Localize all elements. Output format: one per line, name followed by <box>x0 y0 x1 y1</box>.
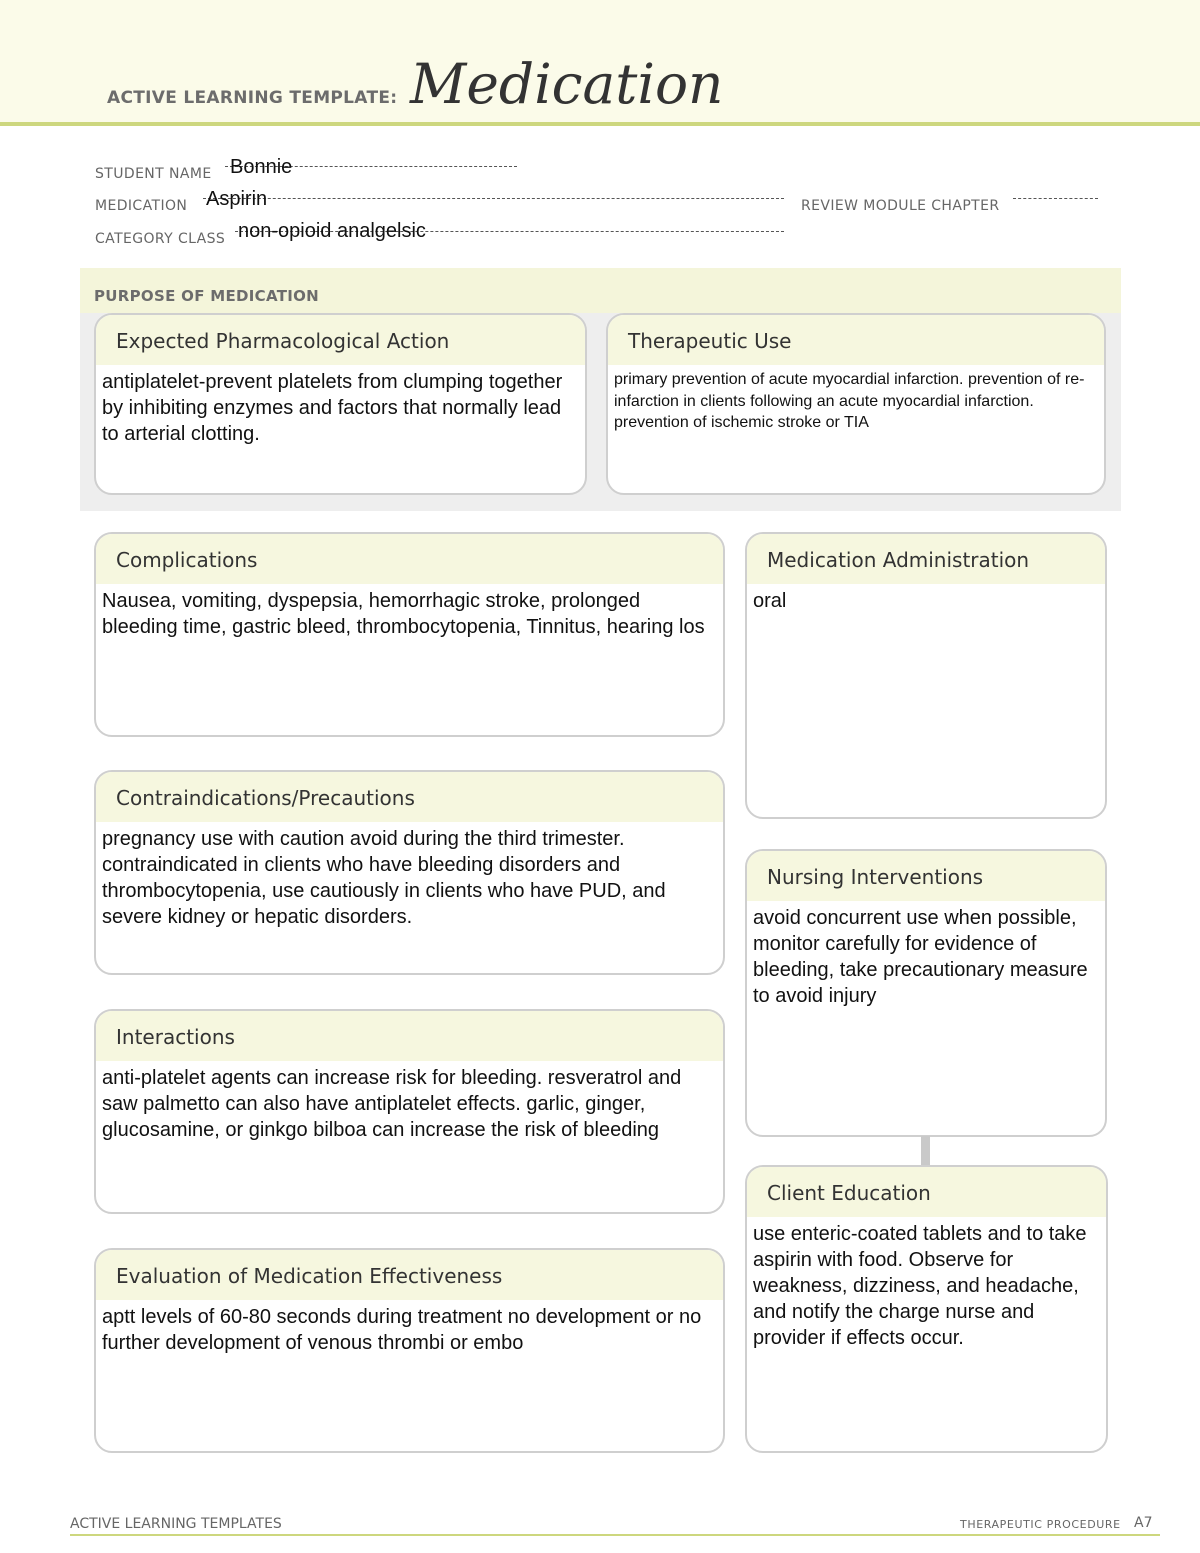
purpose-title: PURPOSE OF MEDICATION <box>94 287 320 305</box>
interactions-text[interactable]: anti-platelet agents can increase risk for bleeding. resveratrol and saw palmetto can also have antiplatelet effects. garlic, ginger, glucosamine, or ginkgo bilboa can increase the risk of bleeding <box>102 1067 682 1141</box>
category-class-label: CATEGORY CLASS <box>95 231 226 247</box>
interactions-heading: Interactions <box>96 1011 723 1061</box>
evaluation-heading: Evaluation of Medication Effectiveness <box>96 1250 723 1300</box>
client-education-heading: Client Education <box>747 1167 1106 1217</box>
student-name-field[interactable]: Bonnie <box>230 156 293 178</box>
therapeutic-use-heading: Therapeutic Use <box>608 315 1104 365</box>
contraindications-text[interactable]: pregnancy use with caution avoid during the third trimester. contraindicated in clients who have bleeding disorders and thrombocytopenia, use cautiously in clients who have PUD, and severe kidney or hepatic disorders. <box>102 828 666 928</box>
review-module-line <box>1013 198 1098 199</box>
student-name-label: STUDENT NAME <box>95 166 212 182</box>
administration-text[interactable]: oral <box>753 590 787 612</box>
medication-label: MEDICATION <box>95 198 188 214</box>
footer-page-number: A7 <box>1134 1515 1153 1531</box>
complications-box <box>94 532 725 737</box>
complications-text[interactable]: Nausea, vomiting, dyspepsia, hemorrhagic stroke, prolonged bleeding time, gastric bleed, thrombocytopenia, Tinnitus, hearing los <box>102 590 705 638</box>
medication-line <box>203 198 784 199</box>
evaluation-text[interactable]: aptt levels of 60-80 seconds during treatment no development or no further development of venous thrombi or embo <box>102 1306 702 1354</box>
nursing-interventions-heading: Nursing Interventions <box>747 851 1105 901</box>
medication-field[interactable]: Aspirin <box>206 188 268 210</box>
header-rule <box>0 122 1200 126</box>
therapeutic-use-box <box>606 313 1106 495</box>
page-title: Medication <box>410 52 724 116</box>
interactions-box <box>94 1009 725 1214</box>
therapeutic-use-text[interactable]: primary prevention of acute myocardial infarction. prevention of re-infarction in clients following an acute myocardial infarction. prevention of ischemic stroke or TIA <box>614 371 1085 431</box>
expected-action-text[interactable]: antiplatelet-prevent platelets from clumping together by inhibiting enzymes and factors that normally lead to arterial clotting. <box>102 371 563 445</box>
nursing-interventions-box <box>745 849 1107 1137</box>
footer-rule <box>70 1534 1160 1536</box>
template-label: ACTIVE LEARNING TEMPLATE: <box>107 88 398 108</box>
contraindications-heading: Contraindications/Precautions <box>96 772 723 822</box>
nursing-interventions-text[interactable]: avoid concurrent use when possible, monitor carefully for evidence of bleeding, take precautionary measure to avoid injury <box>753 907 1088 1007</box>
expected-action-heading: Expected Pharmacological Action <box>96 315 585 365</box>
contraindications-box <box>94 770 725 975</box>
footer-right-label: THERAPEUTIC PROCEDURE <box>960 1518 1121 1531</box>
administration-box <box>745 532 1107 819</box>
client-education-text[interactable]: use enteric-coated tablets and to take aspirin with food. Observe for weakness, dizziness, and headache, and notify the charge nurse and provider if effects occur. <box>753 1223 1087 1349</box>
client-education-box <box>745 1165 1108 1453</box>
expected-action-box <box>94 313 587 495</box>
complications-heading: Complications <box>96 534 723 584</box>
review-module-label: REVIEW MODULE CHAPTER <box>801 198 1000 214</box>
administration-heading: Medication Administration <box>747 534 1105 584</box>
category-class-field[interactable]: non-opioid analgelsic <box>238 220 426 242</box>
evaluation-box <box>94 1248 725 1453</box>
box-connector <box>921 1136 930 1166</box>
footer-left-label: ACTIVE LEARNING TEMPLATES <box>70 1516 282 1532</box>
